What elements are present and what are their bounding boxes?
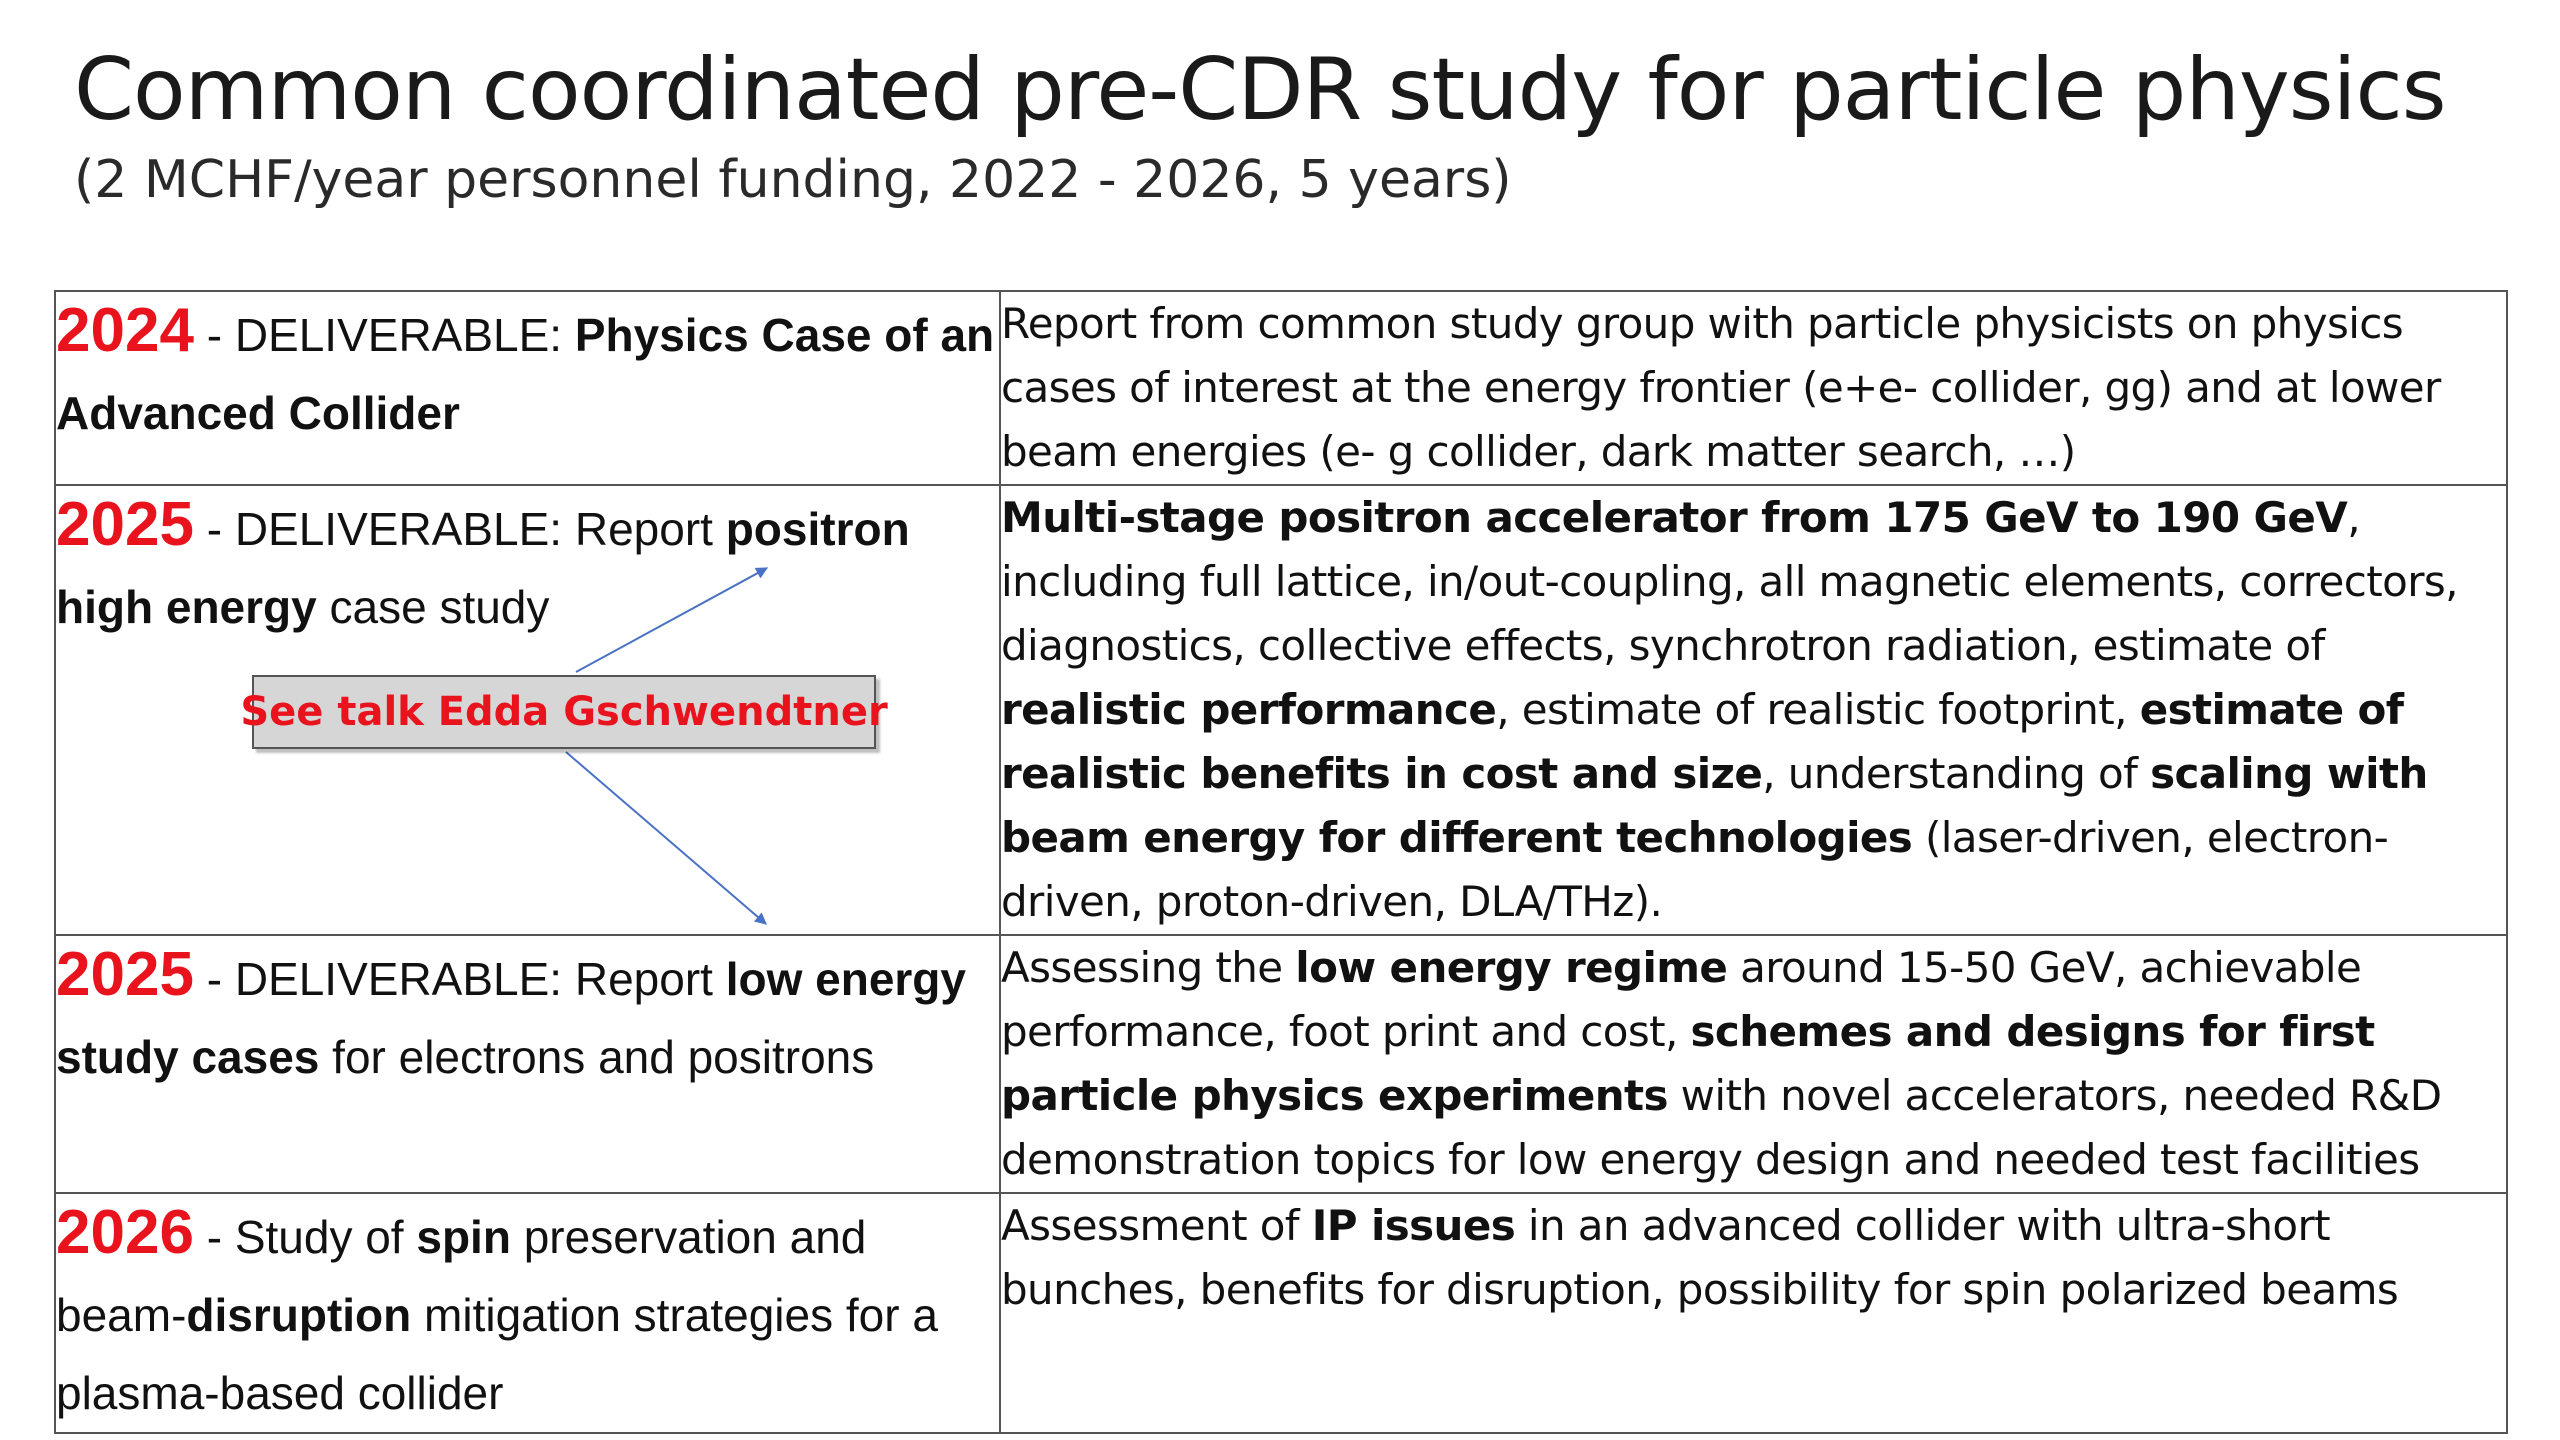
emphasis-text: low energy regime <box>1295 943 1728 992</box>
text-run: , estimate of realistic footprint, <box>1496 685 2140 734</box>
see-talk-callout: See talk Edda Gschwendtner <box>252 675 876 749</box>
text-run: Assessing the <box>1001 943 1296 992</box>
emphasis-text: Multi-stage positron accelerator from 175 GeV to 190 GeV <box>1001 493 2348 542</box>
text-run: mitigation strategies for a plasma-based collider <box>56 1289 938 1419</box>
arrow-down <box>566 752 766 924</box>
table-row <box>55 291 2507 485</box>
text-run: around 15-50 GeV, achievable performance, foot print and cost, <box>1001 943 2362 1056</box>
text-run: Assessment of <box>1001 1201 1312 1250</box>
description-text <box>1001 936 2506 1192</box>
table-row <box>55 1193 2507 1433</box>
page-subtitle: (2 MCHF/year personnel funding, 2022 - 2026, 5 years) <box>74 150 1512 210</box>
description-cell <box>1000 485 2507 935</box>
text-run: preservation and beam- <box>56 1211 867 1341</box>
text-run: Report from common study group with particle physicists on physics cases of interest at the energy frontier (e+e- collider, gg) and at lower beam energies (e- g collider, dark matter search, …) <box>1001 299 2441 476</box>
page-title: Common coordinated pre-CDR study for particle physics <box>74 40 2446 140</box>
emphasis-text: disruption <box>186 1289 412 1341</box>
text-run: - DELIVERABLE: Report <box>193 503 726 555</box>
text-run: (laser-driven, electron-driven, proton-driven, DLA/THz). <box>1001 813 2389 926</box>
year-label: 2024 <box>56 296 194 365</box>
emphasis-text: positron high energy <box>56 503 910 633</box>
description-text <box>1001 486 2506 934</box>
description-text <box>1001 292 2506 484</box>
description-cell <box>1000 1193 2507 1433</box>
year-label: 2025 <box>56 490 194 559</box>
deliverable-cell <box>55 485 1000 935</box>
text-run: with novel accelerators, needed R&D demonstration topics for low energy design and needed test facilities <box>1001 1071 2442 1184</box>
emphasis-text: scaling with beam energy for different technologies <box>1001 749 2428 862</box>
text-run: - Study of <box>193 1211 417 1263</box>
text-run: , including full lattice, in/out-coupling, all magnetic elements, correctors, diagnostics, collective effects, synchrotron radiation, estimate of <box>1001 493 2458 670</box>
year-label: 2026 <box>56 1198 194 1267</box>
emphasis-text: IP issues <box>1311 1201 1516 1250</box>
description-text <box>1001 1194 2506 1322</box>
emphasis-text: realistic performance <box>1001 685 1497 734</box>
deliverable-cell <box>55 291 1000 485</box>
table-row <box>55 935 2507 1193</box>
deliverable-cell <box>55 935 1000 1193</box>
emphasis-text: low energy study cases <box>56 953 966 1083</box>
arrow-up <box>576 568 767 672</box>
text-run: in an advanced collider with ultra-short bunches, benefits for disruption, possibility for spin polarized beams <box>1001 1201 2399 1314</box>
deliverable-text <box>56 309 994 439</box>
year-label: 2025 <box>56 940 194 1009</box>
description-cell <box>1000 935 2507 1193</box>
emphasis-text: estimate of realistic benefits in cost and size <box>1001 685 2404 798</box>
text-run: , understanding of <box>1762 749 2151 798</box>
emphasis-text: schemes and designs for first particle physics experiments <box>1001 1007 2375 1120</box>
emphasis-text: spin <box>416 1211 511 1263</box>
table-row <box>55 485 2507 935</box>
deliverable-cell <box>55 1193 1000 1433</box>
deliverables-table <box>54 290 2508 1434</box>
text-run: - DELIVERABLE: <box>193 309 575 361</box>
text-run: for electrons and positrons <box>319 1031 875 1083</box>
text-run: - DELIVERABLE: Report <box>193 953 726 1005</box>
text-run: case study <box>316 581 550 633</box>
description-cell <box>1000 291 2507 485</box>
emphasis-text: Physics Case of an Advanced Collider <box>56 309 995 439</box>
